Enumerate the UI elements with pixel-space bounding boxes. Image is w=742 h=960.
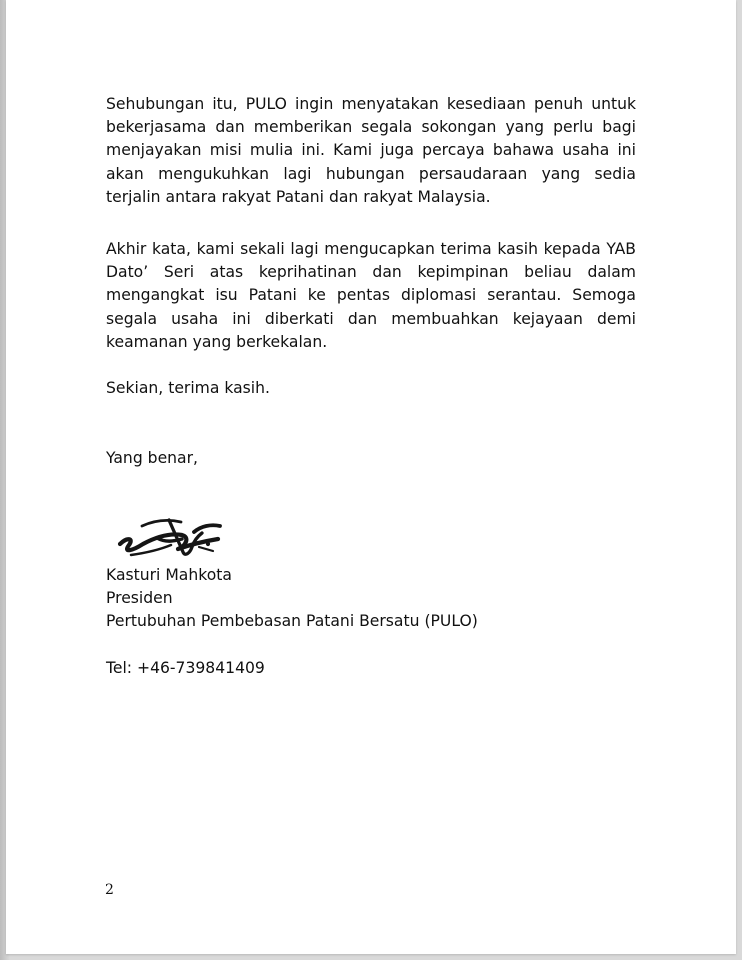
signer-organization: Pertubuhan Pembebasan Patani Bersatu (PULO) — [106, 612, 478, 631]
signer-block — [106, 564, 478, 634]
paragraph-line: mengangkat isu Patani ke pentas diplomasi serantau. Semoga — [106, 286, 636, 305]
paragraph-line: bekerjasama dan memberikan segala sokongan yang perlu bagi — [106, 118, 636, 137]
paragraph-line: Sehubungan itu, PULO ingin menyatakan kesediaan penuh untuk — [106, 95, 636, 113]
paragraph-conclusion — [106, 238, 636, 354]
paragraph-line: akan mengukuhkan lagi hubungan persaudaraan yang sedia — [106, 164, 636, 183]
page-number: 2 — [105, 882, 114, 898]
signer-title: Presiden — [106, 589, 173, 608]
paragraph-line: segala usaha ini diberkati dan membuahkan kejayaan demi — [106, 309, 636, 328]
signature-image — [110, 510, 228, 564]
paragraph-line: terjalin antara rakyat Patani dan rakyat Malaysia. — [106, 187, 491, 206]
paragraph-line: menjayakan misi mulia ini. Kami juga percaya bahawa usaha ini — [106, 141, 636, 160]
paragraph-line: Akhir kata, kami sekali lagi mengucapkan terima kasih kepada YAB — [106, 240, 636, 258]
paragraph-cooperation — [106, 93, 636, 209]
signer-name: Kasturi Mahkota — [106, 566, 232, 584]
telephone-number: Tel: +46-739841409 — [106, 659, 265, 677]
closing-text: Sekian, terima kasih. — [106, 379, 270, 397]
paragraph-line: Dato’ Seri atas keprihatinan dan kepimpinan beliau dalam — [106, 263, 636, 282]
regards-text: Yang benar, — [106, 449, 198, 467]
paragraph-line: keamanan yang berkekalan. — [106, 332, 328, 351]
